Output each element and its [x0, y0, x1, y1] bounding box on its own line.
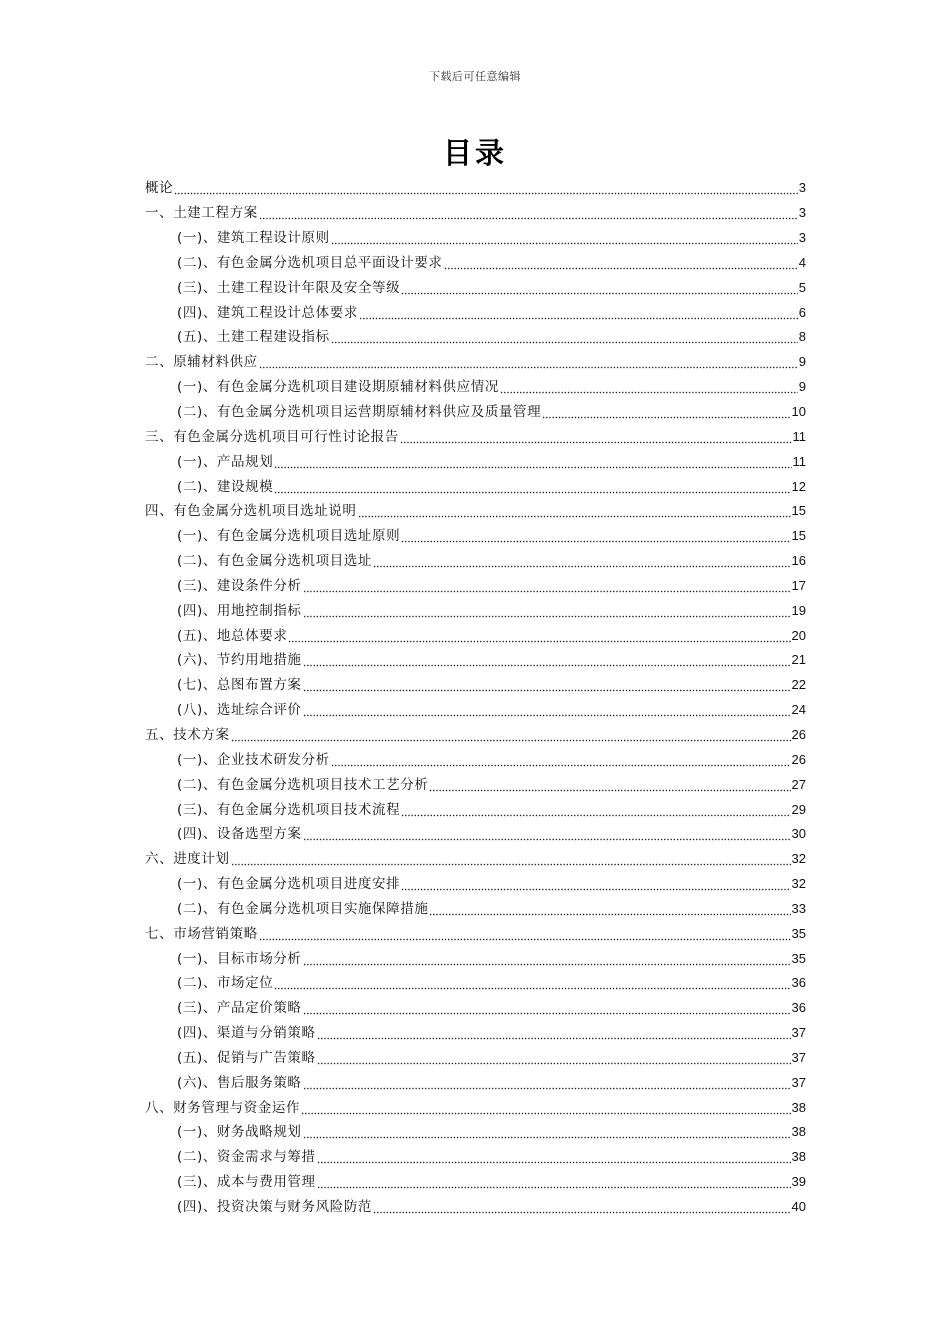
toc-page-number: 17 [791, 577, 806, 593]
toc-dot-leader [303, 827, 791, 841]
toc-entry-label: (三)、建设条件分析 [177, 577, 302, 594]
toc-dot-leader [259, 927, 791, 941]
toc-dot-leader [444, 256, 798, 270]
toc-section-entry[interactable] [145, 698, 806, 723]
toc-dot-leader [303, 1076, 791, 1090]
toc-chapter-entry[interactable] [145, 723, 806, 748]
toc-dot-leader [401, 803, 790, 817]
toc-entry-label: (二)、资金需求与筹措 [177, 1149, 316, 1166]
toc-page-number: 29 [791, 801, 806, 817]
toc-page-number: 3 [798, 205, 806, 221]
toc-entry-label: (二)、建设规模 [177, 478, 274, 495]
toc-dot-leader [331, 753, 791, 767]
toc-page-number: 15 [791, 503, 806, 519]
toc-dot-leader [359, 306, 798, 320]
toc-entry-label: (一)、财务战略规划 [177, 1124, 302, 1141]
toc-page-number: 11 [792, 428, 806, 444]
toc-dot-leader [303, 1001, 791, 1015]
toc-dot-leader [274, 976, 790, 990]
toc-section-entry[interactable] [145, 1145, 806, 1170]
toc-entry-label: (一)、企业技术研发分析 [177, 751, 330, 768]
toc-section-entry[interactable] [145, 1195, 806, 1220]
toc-page-number: 35 [791, 950, 806, 966]
toc-section-entry[interactable] [145, 896, 806, 921]
toc-chapter-entry[interactable] [145, 499, 806, 524]
toc-dot-leader [274, 455, 791, 469]
toc-section-entry[interactable] [145, 1070, 806, 1095]
toc-section-entry[interactable] [145, 300, 806, 325]
toc-dot-leader [429, 902, 790, 916]
toc-section-entry[interactable] [145, 1021, 806, 1046]
toc-page-number: 38 [791, 1099, 806, 1115]
toc-entry-label: (二)、有色金属分选机项目实施保障措施 [177, 900, 429, 917]
toc-entry-label: (四)、建筑工程设计总体要求 [177, 304, 358, 321]
toc-entry-label: (六)、节约用地措施 [177, 652, 302, 669]
toc-page-number: 21 [791, 652, 806, 668]
toc-section-entry[interactable] [145, 400, 806, 425]
toc-page-number: 36 [791, 1000, 806, 1016]
toc-entry-label: 三、有色金属分选机项目可行性讨论报告 [145, 428, 399, 445]
toc-page-number: 35 [791, 925, 806, 941]
toc-entry-label: (二)、有色金属分选机项目运营期原辅材料供应及质量管理 [177, 404, 542, 421]
toc-page-number: 10 [791, 404, 806, 420]
toc-section-entry[interactable] [145, 226, 806, 251]
toc-page-number: 9 [798, 354, 806, 370]
toc-page-number: 19 [791, 602, 806, 618]
toc-entry-label: (四)、渠道与分销策略 [177, 1025, 316, 1042]
toc-page-number: 20 [791, 627, 806, 643]
toc-entry-label: (三)、有色金属分选机项目技术流程 [177, 801, 401, 818]
toc-dot-leader [174, 181, 798, 195]
toc-chapter-entry[interactable] [145, 847, 806, 872]
toc-entry-label: (八)、选址综合评价 [177, 702, 302, 719]
toc-chapter-entry[interactable] [145, 201, 806, 226]
toc-section-entry[interactable] [145, 524, 806, 549]
toc-page-number: 39 [791, 1174, 806, 1190]
toc-entry-label: (一)、产品规划 [177, 453, 274, 470]
toc-page-number: 37 [791, 1049, 806, 1065]
toc-chapter-entry[interactable] [145, 921, 806, 946]
toc-page-number: 12 [791, 478, 806, 494]
toc-entry-label: (一)、有色金属分选机项目进度安排 [177, 876, 401, 893]
toc-entry-label: (三)、产品定价策略 [177, 1000, 302, 1017]
toc-entry-label: (一)、目标市场分析 [177, 950, 302, 967]
toc-section-entry[interactable] [145, 946, 806, 971]
toc-dot-leader [288, 629, 790, 643]
toc-dot-leader [400, 430, 792, 444]
toc-entry-label: 二、原辅材料供应 [145, 354, 258, 371]
toc-page-number: 36 [791, 975, 806, 991]
toc-dot-leader [303, 703, 791, 717]
toc-page-number: 24 [791, 702, 806, 718]
toc-dot-leader [331, 330, 798, 344]
toc-entry-label: (一)、有色金属分选机项目选址原则 [177, 528, 401, 545]
toc-dot-leader [231, 728, 791, 742]
toc-entry-label: 四、有色金属分选机项目选址说明 [145, 503, 357, 520]
toc-page-number: 30 [791, 826, 806, 842]
toc-dot-leader [401, 529, 790, 543]
toc-chapter-entry[interactable] [145, 176, 806, 201]
toc-section-entry[interactable] [145, 1120, 806, 1145]
toc-page-number: 9 [798, 379, 806, 395]
toc-section-entry[interactable] [145, 971, 806, 996]
toc-page-number: 3 [798, 230, 806, 246]
toc-section-entry[interactable] [145, 623, 806, 648]
toc-dot-leader [259, 206, 798, 220]
page-title: 目录 [442, 136, 507, 170]
toc-page-number: 26 [791, 751, 806, 767]
toc-dot-leader [303, 653, 791, 667]
toc-page-number: 8 [798, 329, 806, 345]
toc-entry-label: (四)、设备选型方案 [177, 826, 302, 843]
toc-page-number: 4 [798, 254, 806, 270]
toc-dot-leader [317, 1175, 791, 1189]
toc-dot-leader [303, 1125, 791, 1139]
toc-section-entry[interactable] [145, 797, 806, 822]
toc-section-entry[interactable] [145, 1170, 806, 1195]
toc-section-entry[interactable] [145, 822, 806, 847]
toc-page-number: 26 [791, 726, 806, 742]
toc-entry-label: 八、财务管理与资金运作 [145, 1099, 301, 1116]
toc-section-entry[interactable] [145, 673, 806, 698]
toc-section-entry[interactable] [145, 996, 806, 1021]
toc-dot-leader [274, 480, 790, 494]
toc-entry-label: (三)、成本与费用管理 [177, 1174, 316, 1191]
toc-entry-label: (五)、地总体要求 [177, 627, 288, 644]
table-of-contents [145, 176, 806, 1219]
toc-page-number: 3 [798, 180, 806, 196]
toc-dot-leader [301, 1101, 790, 1115]
toc-dot-leader [401, 281, 798, 295]
toc-dot-leader [373, 554, 790, 568]
toc-entry-label: (二)、有色金属分选机项目选址 [177, 553, 373, 570]
toc-entry-label: (一)、建筑工程设计原则 [177, 230, 330, 247]
toc-dot-leader [358, 504, 791, 518]
toc-entry-label: 六、进度计划 [145, 851, 230, 868]
header-note: 下载后可任意编辑 [429, 70, 521, 83]
toc-page-number: 37 [791, 1074, 806, 1090]
toc-entry-label: 一、土建工程方案 [145, 205, 258, 222]
toc-section-entry[interactable] [145, 375, 806, 400]
toc-entry-label: 七、市场营销策略 [145, 925, 258, 942]
toc-chapter-entry[interactable] [145, 1095, 806, 1120]
toc-entry-label: (二)、有色金属分选机项目总平面设计要求 [177, 254, 443, 271]
toc-dot-leader [317, 1026, 791, 1040]
toc-chapter-entry[interactable] [145, 424, 806, 449]
toc-section-entry[interactable] [145, 1046, 806, 1071]
toc-page-number: 11 [792, 453, 806, 469]
toc-entry-label: (三)、土建工程设计年限及安全等级 [177, 279, 401, 296]
toc-dot-leader [500, 380, 798, 394]
toc-entry-label: (五)、土建工程建设指标 [177, 329, 330, 346]
toc-dot-leader [542, 405, 790, 419]
toc-section-entry[interactable] [145, 648, 806, 673]
toc-page-number: 37 [791, 1025, 806, 1041]
toc-dot-leader [303, 678, 791, 692]
toc-section-entry[interactable] [145, 747, 806, 772]
toc-page-number: 5 [798, 279, 806, 295]
toc-entry-label: (六)、售后服务策略 [177, 1074, 302, 1091]
toc-page-number: 27 [791, 776, 806, 792]
toc-entry-label: (七)、总图布置方案 [177, 677, 302, 694]
toc-page-number: 16 [791, 553, 806, 569]
toc-dot-leader [401, 877, 790, 891]
toc-section-entry[interactable] [145, 275, 806, 300]
toc-section-entry[interactable] [145, 574, 806, 599]
toc-page-number: 33 [791, 900, 806, 916]
toc-page-number: 38 [791, 1124, 806, 1140]
toc-chapter-entry[interactable] [145, 350, 806, 375]
toc-dot-leader [303, 952, 791, 966]
toc-dot-leader [429, 778, 790, 792]
toc-dot-leader [231, 852, 791, 866]
toc-entry-label: (二)、市场定位 [177, 975, 274, 992]
toc-section-entry[interactable] [145, 549, 806, 574]
toc-section-entry[interactable] [145, 772, 806, 797]
toc-page-number: 38 [791, 1149, 806, 1165]
toc-section-entry[interactable] [145, 449, 806, 474]
toc-dot-leader [373, 1200, 790, 1214]
toc-page-number: 32 [791, 876, 806, 892]
toc-dot-leader [331, 231, 798, 245]
toc-page-number: 15 [791, 528, 806, 544]
toc-entry-label: (五)、促销与广告策略 [177, 1049, 316, 1066]
toc-dot-leader [317, 1051, 791, 1065]
toc-section-entry[interactable] [145, 872, 806, 897]
toc-entry-label: (二)、有色金属分选机项目技术工艺分析 [177, 776, 429, 793]
toc-entry-label: 概论 [145, 180, 174, 197]
toc-dot-leader [303, 579, 791, 593]
toc-entry-label: (四)、用地控制指标 [177, 602, 302, 619]
toc-dot-leader [303, 604, 791, 618]
toc-page-number: 22 [791, 677, 806, 693]
toc-dot-leader [317, 1150, 791, 1164]
toc-section-entry[interactable] [145, 251, 806, 276]
toc-entry-label: (四)、投资决策与财务风险防范 [177, 1199, 373, 1216]
toc-page-number: 32 [791, 851, 806, 867]
toc-page-number: 40 [791, 1199, 806, 1215]
toc-entry-label: 五、技术方案 [145, 726, 230, 743]
toc-dot-leader [259, 355, 798, 369]
toc-section-entry[interactable] [145, 598, 806, 623]
toc-entry-label: (一)、有色金属分选机项目建设期原辅材料供应情况 [177, 379, 499, 396]
toc-section-entry[interactable] [145, 325, 806, 350]
toc-page-number: 6 [798, 304, 806, 320]
toc-section-entry[interactable] [145, 474, 806, 499]
